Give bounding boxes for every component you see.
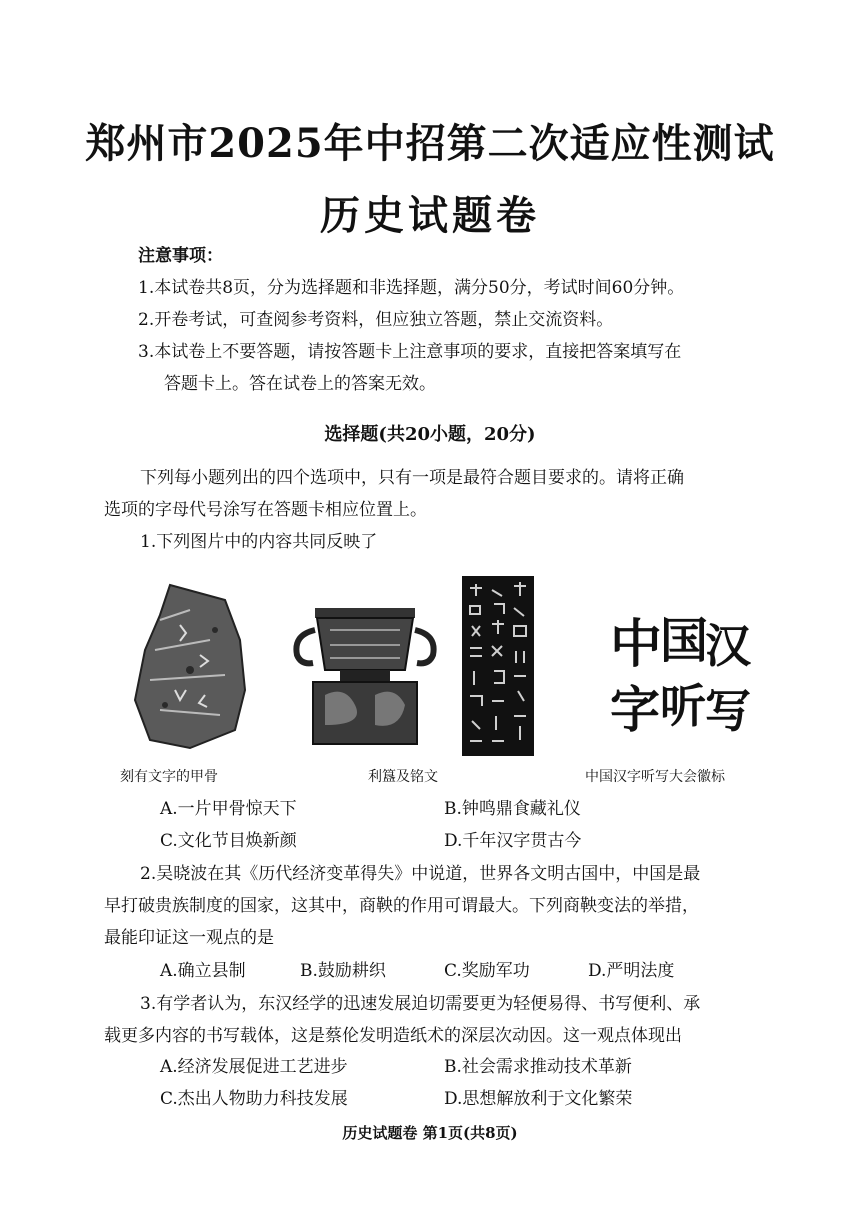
q2-option-c[interactable]: C.奖励军功 xyxy=(444,961,530,981)
logo-glyph-1: 中 xyxy=(610,615,663,675)
logo-glyph-4: 字 xyxy=(610,681,660,739)
q3-option-d[interactable]: D.思想解放利于文化繁荣 xyxy=(444,1089,633,1109)
q1-option-b[interactable]: B.钟鸣鼎食藏礼仪 xyxy=(444,799,581,819)
q1-option-d[interactable]: D.千年汉字贯古今 xyxy=(444,831,582,851)
logo-glyph-5: 听 xyxy=(660,679,706,733)
logo-glyph-2: 国 xyxy=(660,613,709,669)
q3-option-c[interactable]: C.杰出人物助力科技发展 xyxy=(160,1089,348,1109)
q3-option-a[interactable]: A.经济发展促进工艺进步 xyxy=(160,1057,348,1077)
q3-block xyxy=(104,988,794,1052)
q3-stem-line-1: 3.有学者认为，东汉经学的迅速发展迫切需要更为轻便易得、书写便利、承 xyxy=(140,994,701,1014)
notes-block xyxy=(138,240,798,400)
q2-option-d[interactable]: D.严明法度 xyxy=(588,961,675,981)
note-item-1: 1.本试卷共8页，分为选择题和非选择题，满分50分，考试时间60分钟。 xyxy=(138,278,685,298)
note-item-3: 3.本试卷上不要答题，请按答题卡上注意事项的要求，直接把答案填写在 xyxy=(138,342,682,362)
q2-stem-line-1: 2.吴晓波在其《历代经济变革得失》中说道，世界各文明古国中，中国是最 xyxy=(140,864,701,884)
notes-heading: 注意事项： xyxy=(138,246,223,266)
instructions-line-2: 选项的字母代号涂写在答题卡相应位置上。 xyxy=(104,500,427,520)
q2-option-b[interactable]: B.鼓励耕织 xyxy=(300,961,386,981)
q2-stem-line-3: 最能印证这一观点的是 xyxy=(104,928,274,948)
q2-option-a[interactable]: A.确立县制 xyxy=(160,961,246,981)
instructions-line-1: 下列每小题列出的四个选项中，只有一项是最符合题目要求的。请将正确 xyxy=(140,468,684,488)
q2-block xyxy=(104,858,794,954)
note-item-2: 2.开卷考试，可查阅参考资料，但应独立答题，禁止交流资料。 xyxy=(138,310,614,330)
exam-title: 郑州市2025年中招第二次适应性测试 xyxy=(85,120,775,167)
q2-stem-line-2: 早打破贵族制度的国家，这其中，商鞅的作用可谓最大。下列商鞅变法的举措， xyxy=(104,896,699,916)
logo-glyph-6: 写 xyxy=(705,684,751,738)
section-title: 选择题(共20小题，20分) xyxy=(324,424,536,445)
q3-option-b[interactable]: B.社会需求推动技术革新 xyxy=(444,1057,632,1077)
q1-option-c[interactable]: C.文化节目焕新颜 xyxy=(160,831,297,851)
oracle-bone-image xyxy=(130,580,250,750)
caption-oracle-bone: 刻有文字的甲骨 xyxy=(120,769,218,785)
contest-logo-image xyxy=(605,602,755,742)
caption-contest-logo: 中国汉字听写大会徽标 xyxy=(585,769,725,785)
instructions-block xyxy=(104,462,794,558)
page-footer: 历史试题卷 第1页(共8页) xyxy=(342,1124,518,1142)
q1-option-a[interactable]: A.一片甲骨惊天下 xyxy=(160,799,297,819)
li-gui-vessel-image xyxy=(285,600,445,750)
caption-li-gui: 利簋及铭文 xyxy=(368,769,438,785)
logo-glyph-3: 汉 xyxy=(705,619,751,673)
q1-figures xyxy=(100,580,800,790)
note-item-3-cont: 答题卡上。答在试卷上的答案无效。 xyxy=(164,374,436,394)
exam-subtitle: 历史试题卷 xyxy=(320,192,540,239)
q1-stem: 1.下列图片中的内容共同反映了 xyxy=(140,532,378,552)
inscription-rubbing-image xyxy=(462,576,534,756)
q3-stem-line-2: 载更多内容的书写载体，这是蔡伦发明造纸术的深层次动因。这一观点体现出 xyxy=(104,1026,682,1046)
